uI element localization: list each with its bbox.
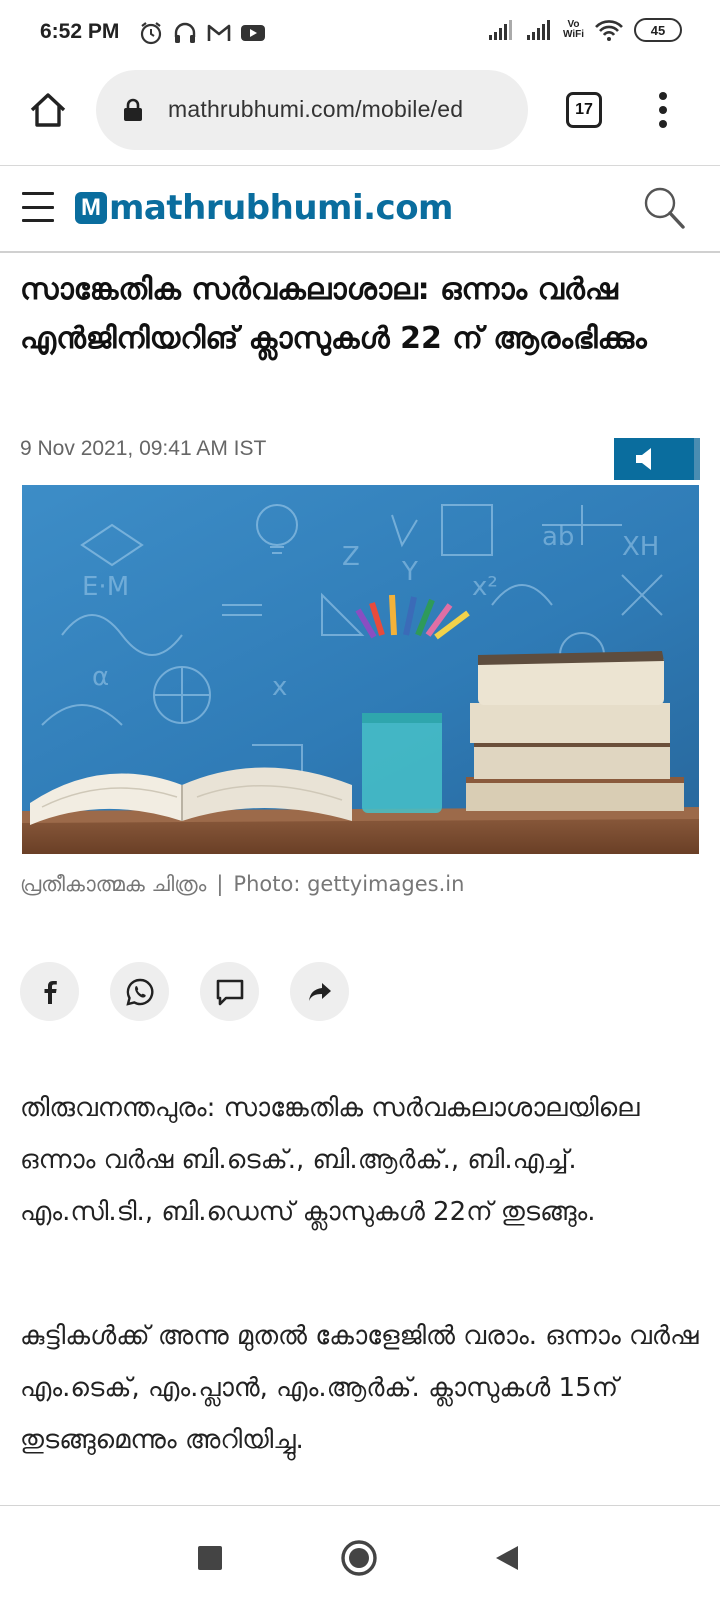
headset-icon xyxy=(172,20,198,46)
share-row xyxy=(20,962,349,1021)
site-logo[interactable] xyxy=(75,188,453,228)
browser-menu-icon[interactable] xyxy=(655,92,671,128)
whatsapp-icon xyxy=(125,977,155,1007)
system-navigation-bar xyxy=(0,1505,720,1600)
signal-icon-2 xyxy=(525,19,553,41)
status-time: 6:52 PM xyxy=(40,20,120,43)
svg-text:α: α xyxy=(92,662,110,692)
svg-text:x: x xyxy=(272,672,288,702)
lock-icon xyxy=(122,98,144,122)
status-bar xyxy=(0,0,720,70)
alarm-icon xyxy=(138,20,164,46)
facebook-share-button[interactable] xyxy=(20,962,79,1021)
svg-text:E·M: E·M xyxy=(82,572,130,602)
signal-icon xyxy=(487,19,515,41)
svg-text:x²: x² xyxy=(472,572,498,602)
recents-icon[interactable] xyxy=(198,1546,222,1570)
listen-audio-button[interactable] xyxy=(614,438,700,480)
article-headline: സാങ്കേതിക സർവകലാശാല: ഒന്നാം വർഷ എൻജിനിയറിങ് ക്ലാസുകൾ 22 ന് ആരംഭിക്കും xyxy=(20,272,647,356)
article-paragraph: തിരുവനന്തപുരം: സാങ്കേതിക സർവകലാശാലയിലെ ഒന്നാം വർഷ ബി.ടെക്., ബി.ആർക്., ബി.എച്ച്. എം.സി.ടി., ബി.ഡെസ് ക്ലാസുകൾ 22ന് തുടങ്ങും. xyxy=(20,1093,640,1227)
wifi-icon xyxy=(594,18,624,42)
hamburger-menu-icon[interactable] xyxy=(22,192,54,222)
back-icon[interactable] xyxy=(494,1544,520,1572)
image-credit: Photo: gettyimages.in xyxy=(233,872,465,896)
gmail-icon xyxy=(206,20,232,46)
share-icon xyxy=(307,981,333,1003)
svg-text:XH: XH xyxy=(622,532,660,562)
url-text[interactable]: mathrubhumi.com/mobile/ed xyxy=(168,96,464,122)
vo-wifi-label xyxy=(563,20,584,40)
site-header xyxy=(0,165,720,253)
caption-text: പ്രതീകാത്മക ചിത്രം xyxy=(20,872,207,896)
tab-switcher-button[interactable]: 17 xyxy=(566,92,602,128)
browser-toolbar xyxy=(0,70,720,165)
address-bar[interactable] xyxy=(96,70,528,150)
notification-icons xyxy=(138,20,266,46)
svg-text:Z: Z xyxy=(342,542,360,572)
share-button[interactable] xyxy=(290,962,349,1021)
article-hero-image[interactable] xyxy=(22,485,699,854)
svg-text:ab: ab xyxy=(542,522,575,552)
logo-text: mathrubhumi.com xyxy=(109,188,453,228)
system-status-icons xyxy=(487,18,682,42)
hero-illustration xyxy=(22,485,699,854)
comment-button[interactable] xyxy=(200,962,259,1021)
article-timestamp: 9 Nov 2021, 09:41 AM IST xyxy=(20,437,267,460)
image-caption xyxy=(20,872,464,897)
vo-wifi-bottom: WiFi xyxy=(562,29,584,40)
home-icon[interactable] xyxy=(28,90,68,130)
caption-separator: | xyxy=(216,872,224,896)
article-paragraph: കുട്ടികൾക്ക് അന്നു മുതൽ കോളേജിൽ വരാം. ഒന്നാം വർഷ എം.ടെക്, എം.പ്ലാൻ, എം.ആർക്. ക്ലാസുകൾ 15ന് തുടങ്ങുമെന്നും അറിയിച്ചു. xyxy=(20,1321,699,1455)
search-icon[interactable] xyxy=(640,184,688,232)
battery-indicator: 45 xyxy=(634,18,682,42)
comment-icon xyxy=(215,978,245,1006)
whatsapp-share-button[interactable] xyxy=(110,962,169,1021)
svg-text:Y: Y xyxy=(402,557,418,587)
facebook-icon xyxy=(39,979,61,1005)
home-nav-icon[interactable] xyxy=(341,1540,377,1576)
logo-badge: M xyxy=(75,192,107,224)
vo-wifi-top: Vo xyxy=(567,19,580,30)
youtube-icon xyxy=(240,20,266,46)
speaker-icon xyxy=(634,446,658,472)
